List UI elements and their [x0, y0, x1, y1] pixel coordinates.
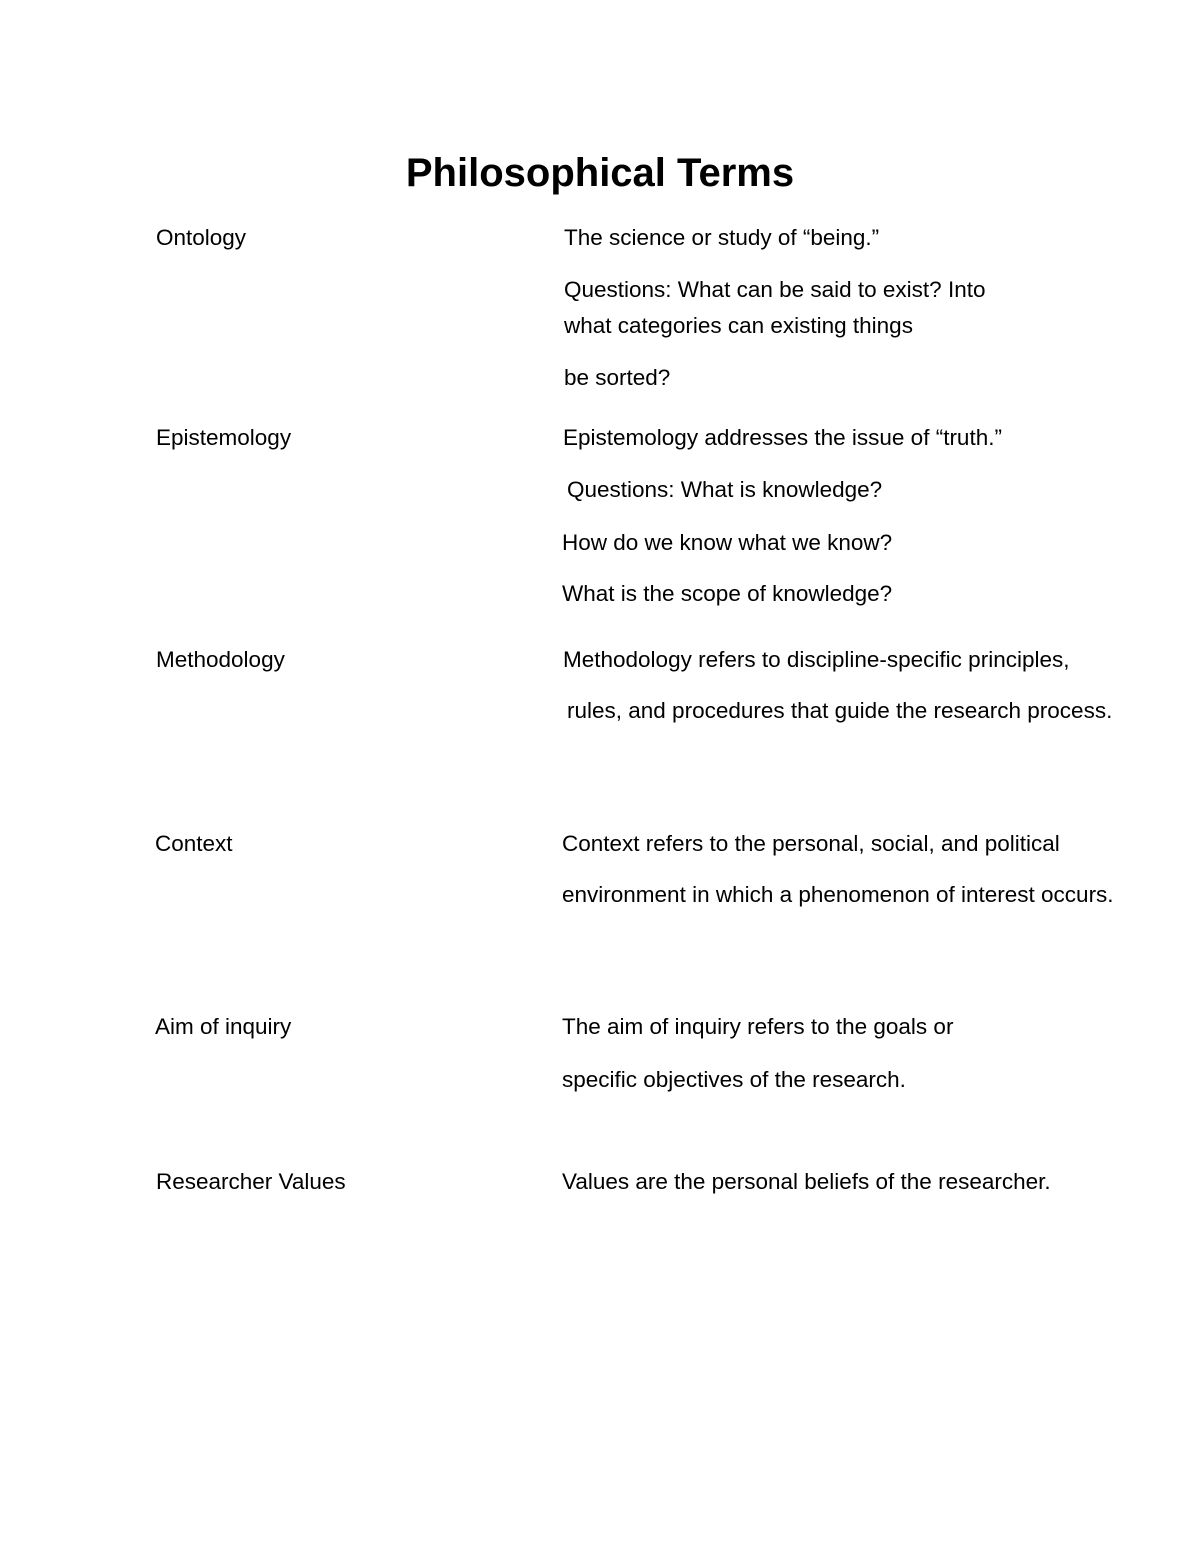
definition-line: Questions: What is knowledge? — [567, 477, 883, 502]
term-aim-of-inquiry: Aim of inquiry — [155, 1014, 292, 1039]
definition-line: The science or study of “being.” — [564, 225, 880, 250]
definition-line: Epistemology addresses the issue of “truth.” — [563, 425, 1002, 450]
definition-line: rules, and procedures that guide the research process. — [567, 698, 1113, 723]
definition-line: Methodology refers to discipline-specific principles, — [563, 647, 1070, 672]
definition-line: specific objectives of the research. — [562, 1067, 906, 1092]
definition-line: environment in which a phenomenon of interest occurs. — [562, 882, 1114, 907]
definition-line: The aim of inquiry refers to the goals or — [562, 1014, 954, 1039]
definition-line: How do we know what we know? — [562, 530, 893, 555]
term-epistemology: Epistemology — [156, 425, 292, 450]
definition-line: Context refers to the personal, social, and political — [562, 831, 1060, 856]
term-researcher-values: Researcher Values — [156, 1169, 346, 1194]
page-title: Philosophical Terms — [405, 151, 795, 195]
definition-line: Questions: What can be said to exist? Into — [564, 277, 986, 302]
definition-line: Values are the personal beliefs of the researcher. — [562, 1169, 1051, 1194]
definition-line: What is the scope of knowledge? — [562, 581, 893, 606]
definition-line: what categories can existing things — [564, 313, 913, 338]
term-ontology: Ontology — [156, 225, 247, 250]
term-methodology: Methodology — [156, 647, 285, 672]
term-context: Context — [155, 831, 233, 856]
definition-line: be sorted? — [564, 365, 671, 390]
